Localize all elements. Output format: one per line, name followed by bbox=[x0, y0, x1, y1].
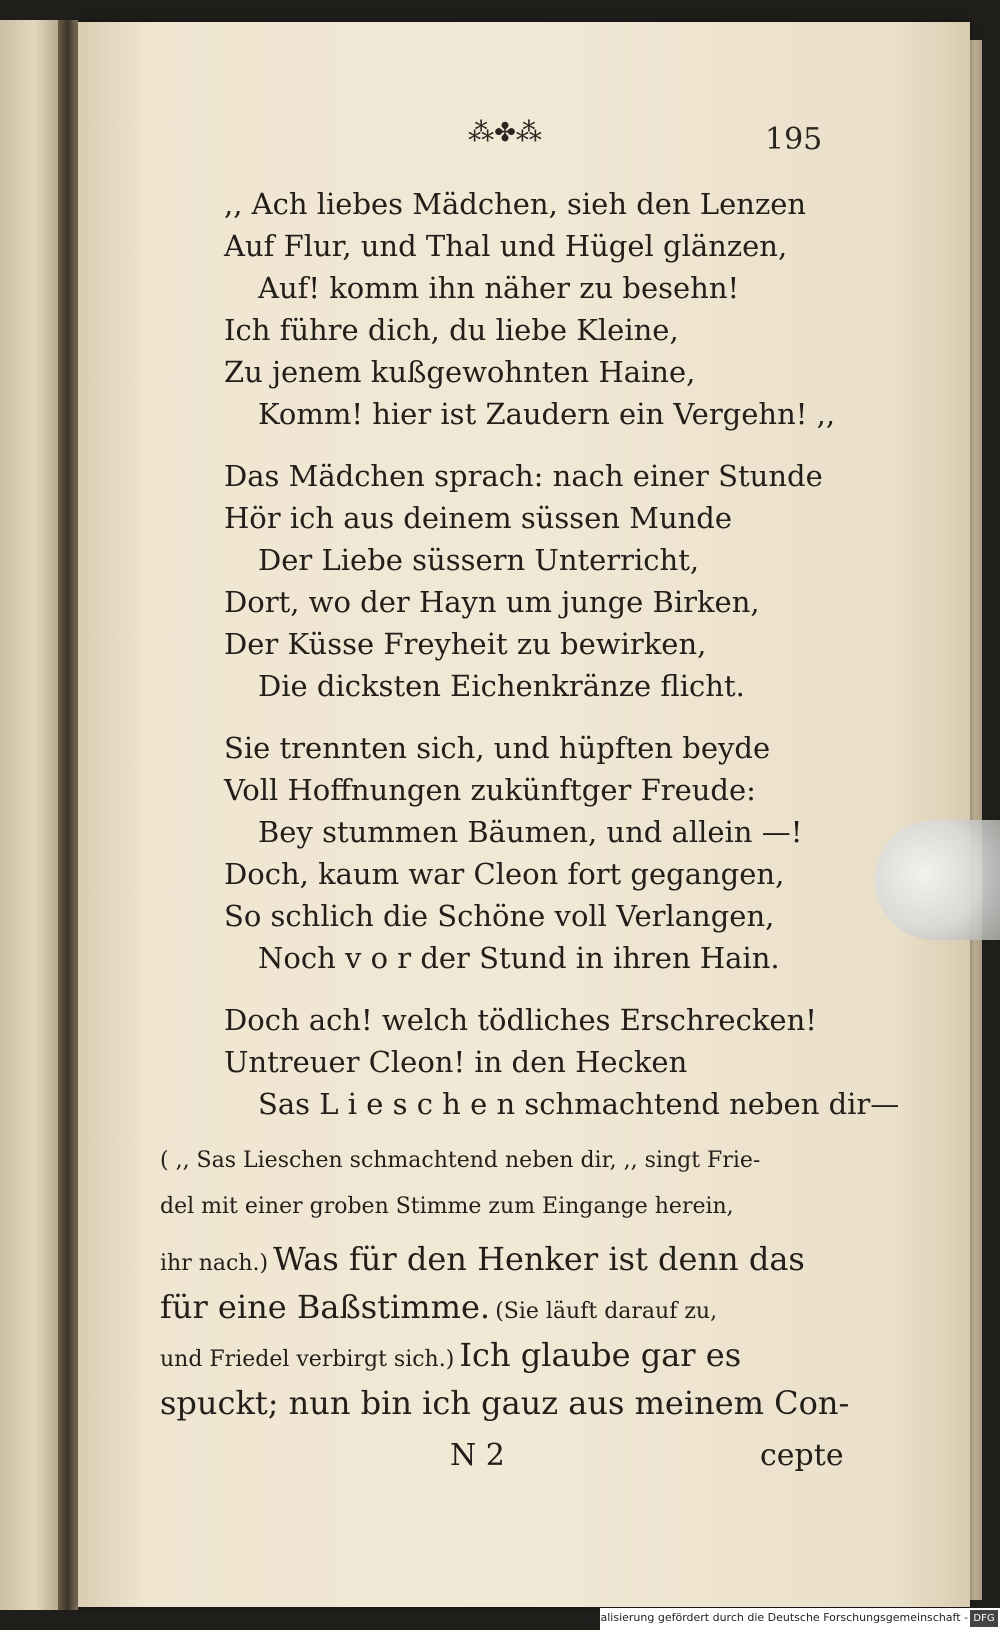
poem-line: Ich führe dich, du liebe Kleine, bbox=[224, 313, 679, 347]
poem-text bbox=[224, 183, 900, 1145]
poem-line: Die dicksten Eichenkränze flicht. bbox=[258, 669, 745, 703]
left-page-edge bbox=[0, 20, 58, 1610]
prose-line bbox=[160, 1336, 810, 1374]
poem-line: ,, Ach liebes Mädchen, sieh den Lenzen bbox=[224, 187, 807, 221]
poem-line: Zu jenem kußgewohnten Haine, bbox=[224, 355, 696, 389]
poem-line: Komm! hier ist Zaudern ein Vergehn! ,, bbox=[258, 397, 836, 431]
page-number: 195 bbox=[765, 122, 823, 157]
poem-line: So schlich die Schöne voll Verlangen, bbox=[224, 899, 775, 933]
poem-line: Sie trennten sich, und hüpften beyde bbox=[224, 731, 771, 765]
catchword: cepte bbox=[760, 1438, 844, 1473]
prose-text bbox=[160, 1148, 850, 1432]
stanza-2 bbox=[224, 455, 824, 707]
dfg-logo-icon: DFG bbox=[970, 1610, 998, 1627]
stanza-4 bbox=[224, 999, 900, 1125]
credit-text: Digitalisierung gefördert durch die Deutsche Forschungsgemeinschaft - bbox=[574, 1611, 968, 1624]
stage-direction: ihr nach.) bbox=[160, 1251, 269, 1276]
poem-line: Hör ich aus deinem süssen Munde bbox=[224, 501, 733, 535]
dialogue-text: für eine Baßstimme. bbox=[160, 1288, 491, 1326]
credit-bar bbox=[574, 1608, 1000, 1630]
poem-line: Bey stummen Bäumen, und allein —! bbox=[258, 815, 803, 849]
poem-line: Der Küsse Freyheit zu bewirken, bbox=[224, 627, 707, 661]
stage-direction: (Sie läuft darauf zu, bbox=[495, 1299, 718, 1324]
prose-line: ( ,, Sas Lieschen schmachtend neben dir, ,, singt Frie- bbox=[160, 1148, 761, 1173]
prose-line bbox=[160, 1240, 810, 1278]
poem-line: Untreuer Cleon! in den Hecken bbox=[224, 1045, 688, 1079]
poem-line: Doch, kaum war Cleon fort gegangen, bbox=[224, 857, 785, 891]
poem-line: Sas L i e s c h e n schmachtend neben dir— bbox=[258, 1087, 900, 1121]
signature-mark: N 2 bbox=[450, 1438, 505, 1473]
poem-line: Dort, wo der Hayn um junge Birken, bbox=[224, 585, 760, 619]
prose-line bbox=[160, 1384, 850, 1422]
dialogue-text: spuckt; nun bin ich gauz aus meinem Con- bbox=[160, 1384, 850, 1422]
poem-line: Noch v o r der Stund in ihren Hain. bbox=[258, 941, 780, 975]
stanza-1 bbox=[224, 183, 836, 435]
stage-direction: und Friedel verbirgt sich.) bbox=[160, 1347, 455, 1372]
poem-line: Auf! komm ihn näher zu besehn! bbox=[258, 271, 740, 305]
prose-line bbox=[160, 1288, 810, 1326]
prose-line: del mit einer groben Stimme zum Eingange herein, bbox=[160, 1194, 734, 1219]
poem-line: Das Mädchen sprach: nach einer Stunde bbox=[224, 459, 823, 493]
header-ornament: ⁂✤⁂ bbox=[468, 118, 542, 148]
poem-line: Voll Hoffnungen zukünftger Freude: bbox=[224, 773, 756, 807]
poem-line: Doch ach! welch tödliches Erschrecken! bbox=[224, 1003, 817, 1037]
book-gutter bbox=[58, 20, 78, 1610]
dialogue-text: Ich glaube gar es bbox=[459, 1336, 742, 1374]
page-clip bbox=[875, 820, 1000, 940]
poem-line: Auf Flur, und Thal und Hügel glänzen, bbox=[224, 229, 788, 263]
page-footer bbox=[160, 1438, 844, 1478]
stanza-3 bbox=[224, 727, 824, 979]
poem-line: Der Liebe süssern Unterricht, bbox=[258, 543, 700, 577]
dialogue-text: Was für den Henker ist denn das bbox=[273, 1240, 805, 1278]
